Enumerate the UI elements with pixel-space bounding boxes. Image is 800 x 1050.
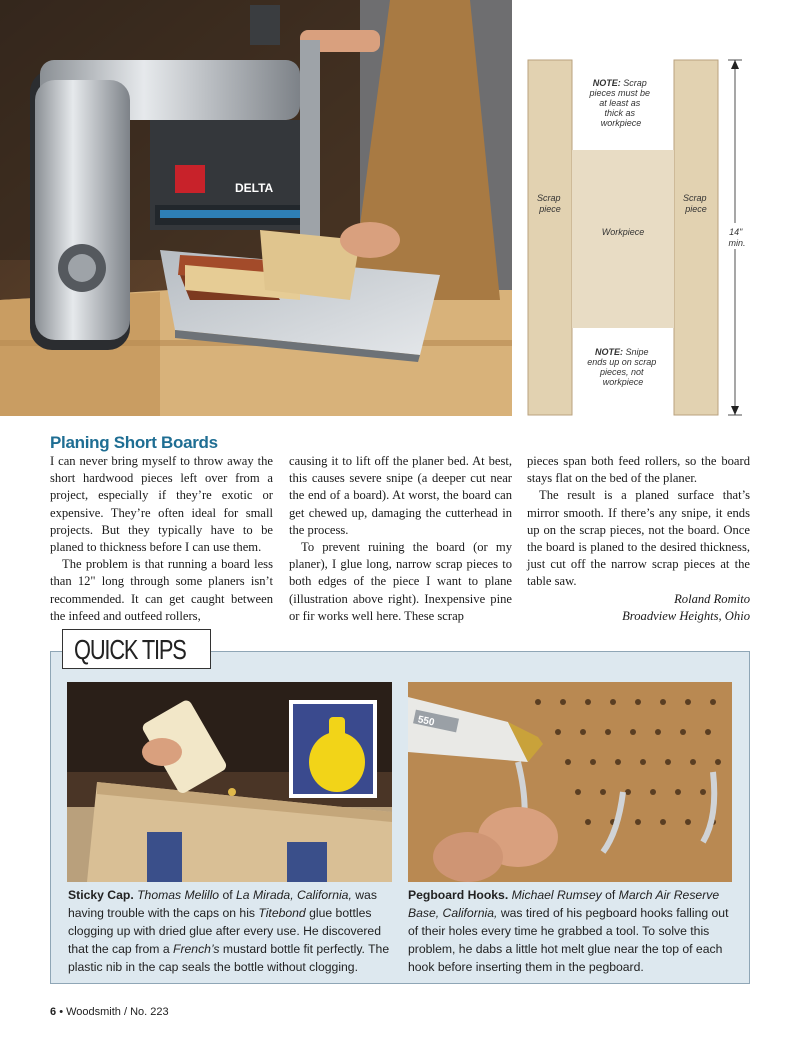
tip-author: Thomas Melillo (137, 888, 220, 902)
pegboard-hooks-art (408, 682, 732, 882)
tip-body: was tired of his pegboard hooks falling out of their holes every time he grabbed a tool. To solve this problem, he dabs a little hot melt glue near the top of each hook before inserting them in the pegboard. (408, 906, 729, 974)
note-top: NOTE: Scrap pieces must be at least as thick as workpiece (589, 78, 651, 128)
note-bottom: NOTE: Snipe ends up on scrap pieces, not workpiece (587, 347, 657, 387)
scrap-left-label: Scrap piece (536, 193, 561, 214)
article-column-2 (289, 453, 512, 625)
dimension-arrow-bottom (731, 406, 739, 415)
tip-body: mustard bottle fit perfectly. The plastic nib in the cap seals the bottle without clogging. (68, 942, 390, 974)
tip-author: Michael Rumsey (511, 888, 602, 902)
tip-of: of (605, 888, 616, 902)
quick-tips-title: QUICK TIPS (74, 634, 186, 665)
sticky-cap-photo (67, 682, 392, 882)
tip-heading: Sticky Cap. (68, 888, 134, 902)
scrap-piece-diagram (516, 55, 800, 425)
page-footer (50, 1006, 169, 1018)
dimension-label: 14" min. (728, 227, 746, 248)
page-number: 6 (50, 1006, 57, 1018)
tip-place: La Mirada, California, (236, 888, 352, 902)
tip-brand: Titebond (258, 906, 306, 920)
article-column-3 (527, 453, 750, 625)
workpiece-label: Workpiece (601, 227, 645, 237)
article-title: Planing Short Boards (50, 433, 218, 452)
paragraph: causing it to lift off the planer bed. At best, this causes severe snipe (a deeper cut near the end of a board). At worst, the board can get chewed up, damaging the cutterhead in the process. (289, 454, 512, 537)
paragraph: The problem is that running a board less than 12" long through some planers isn’t recommended. It can get caught between the infeed and outfeed rollers, (50, 557, 273, 623)
footer-bullet: • (59, 1006, 64, 1018)
paragraph: I can never bring myself to throw away the short hardwood pieces left over from a project, especially if they’re exotic or expensive. They’re often ideal for small projects. But they typically have to be planed to thickness before I can use them. (50, 454, 273, 555)
author-name: Roland Romito (674, 591, 750, 606)
tip-body: glue bottles clogging up with dried glue after every use. He discovered that the cap from a (68, 906, 381, 956)
scrap-left-shape (528, 60, 572, 415)
tip-brand: French’s (173, 942, 220, 956)
workpiece-shape (572, 150, 674, 328)
quick-tips-title-box (62, 629, 211, 669)
diagram-art (516, 55, 800, 425)
planer-photo-art (0, 0, 512, 416)
article-column-1 (50, 453, 273, 625)
author-location: Broadview Heights, Ohio (622, 608, 750, 623)
paragraph: The result is a planed surface that’s mirror smooth. If there’s any snipe, it ends up on the scrap pieces, not the board. Once the board is planed to the desired thickness, just cut off the narrow scrap pieces at the table saw. (527, 488, 750, 589)
paragraph: To prevent ruining the board (or my planer), I glue long, narrow scrap pieces to both edges of the piece I want to plane (illustration above right). Inexpensive pine or fir works well here. These scrap (289, 540, 512, 623)
pegboard-hooks-photo (408, 682, 732, 882)
tip-sticky-cap-text (68, 886, 392, 976)
planer-brand: DELTA (235, 181, 274, 195)
magazine-issue: Woodsmith / No. 223 (66, 1006, 169, 1018)
dimension-arrow-top (731, 60, 739, 69)
tip-body: was having trouble with the caps on his (68, 888, 377, 920)
tip-heading: Pegboard Hooks. (408, 888, 509, 902)
sticky-cap-art (67, 682, 392, 882)
scrap-right-shape (674, 60, 718, 415)
paragraph: pieces span both feed rollers, so the board stays flat on the bed of the planer. (527, 454, 750, 486)
planer-photo (0, 0, 512, 416)
tip-pegboard-hooks-text (408, 886, 738, 976)
tip-of: of (222, 888, 233, 902)
tip-place: March Air Reserve Base, California, (408, 888, 720, 920)
glue-gun-label: 550 (416, 714, 436, 729)
scrap-right-label: Scrap piece (682, 193, 707, 214)
